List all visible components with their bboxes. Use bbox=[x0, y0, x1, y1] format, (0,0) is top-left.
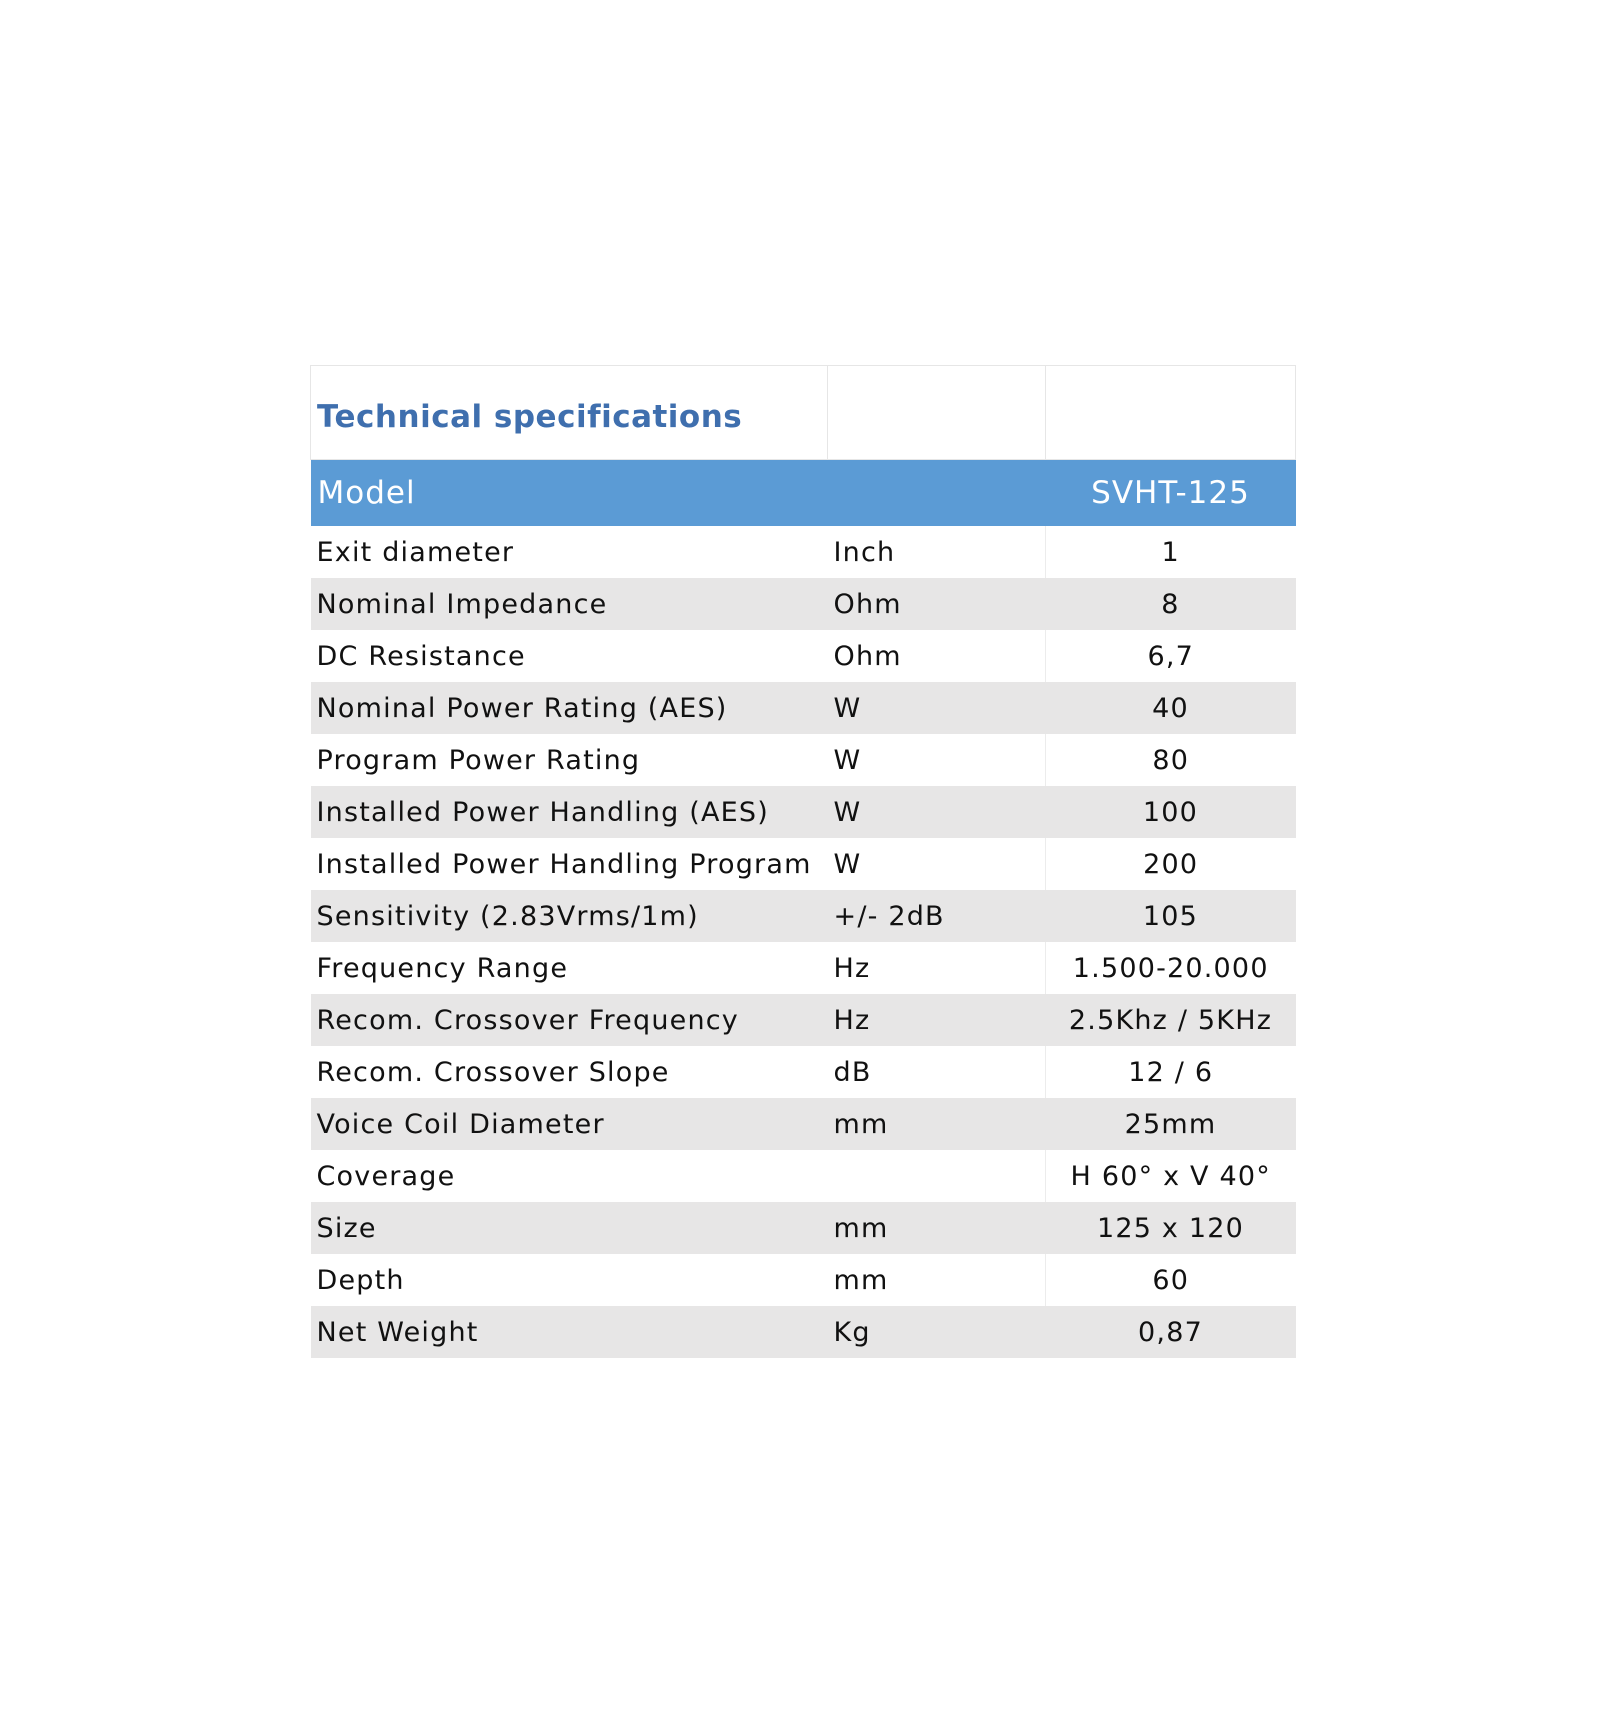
spec-unit bbox=[828, 1150, 1046, 1202]
table-row bbox=[311, 994, 1296, 1046]
spec-value: 100 bbox=[1046, 786, 1296, 838]
model-value: SVHT-125 bbox=[1046, 460, 1296, 527]
spec-parameter: Nominal Impedance bbox=[311, 578, 828, 630]
spec-parameter: Net Weight bbox=[311, 1306, 828, 1358]
table-row bbox=[311, 942, 1296, 994]
spec-table-body bbox=[311, 366, 1296, 1359]
model-header-row bbox=[311, 460, 1296, 527]
title-empty-cell bbox=[828, 366, 1046, 460]
spec-value: 8 bbox=[1046, 578, 1296, 630]
spec-value: 25mm bbox=[1046, 1098, 1296, 1150]
table-row bbox=[311, 1046, 1296, 1098]
spec-value: 12 / 6 bbox=[1046, 1046, 1296, 1098]
spec-unit: Inch bbox=[828, 526, 1046, 578]
spec-unit: W bbox=[828, 734, 1046, 786]
spec-parameter: Coverage bbox=[311, 1150, 828, 1202]
spec-parameter: Voice Coil Diameter bbox=[311, 1098, 828, 1150]
spec-parameter: Size bbox=[311, 1202, 828, 1254]
spec-unit: Hz bbox=[828, 942, 1046, 994]
table-row bbox=[311, 1202, 1296, 1254]
spec-parameter: Program Power Rating bbox=[311, 734, 828, 786]
spec-parameter: Recom. Crossover Slope bbox=[311, 1046, 828, 1098]
table-row bbox=[311, 786, 1296, 838]
spec-value: 1 bbox=[1046, 526, 1296, 578]
table-row bbox=[311, 734, 1296, 786]
model-unit bbox=[828, 460, 1046, 527]
spec-value: 6,7 bbox=[1046, 630, 1296, 682]
model-label: Model bbox=[311, 460, 828, 527]
spec-parameter: DC Resistance bbox=[311, 630, 828, 682]
title-empty-cell bbox=[1046, 366, 1296, 460]
spec-unit: Ohm bbox=[828, 630, 1046, 682]
spec-table bbox=[310, 365, 1296, 1358]
spec-parameter: Exit diameter bbox=[311, 526, 828, 578]
spec-value: 200 bbox=[1046, 838, 1296, 890]
table-row bbox=[311, 1306, 1296, 1358]
spec-parameter: Recom. Crossover Frequency bbox=[311, 994, 828, 1046]
title-row bbox=[311, 366, 1296, 460]
spec-parameter: Installed Power Handling (AES) bbox=[311, 786, 828, 838]
spec-unit: mm bbox=[828, 1254, 1046, 1306]
table-row bbox=[311, 578, 1296, 630]
spec-unit: Hz bbox=[828, 994, 1046, 1046]
table-row bbox=[311, 630, 1296, 682]
spec-parameter: Sensitivity (2.83Vrms/1m) bbox=[311, 890, 828, 942]
spec-value: 105 bbox=[1046, 890, 1296, 942]
spec-unit: W bbox=[828, 682, 1046, 734]
spec-value: 40 bbox=[1046, 682, 1296, 734]
spec-value: 60 bbox=[1046, 1254, 1296, 1306]
table-row bbox=[311, 1098, 1296, 1150]
spec-unit: dB bbox=[828, 1046, 1046, 1098]
spec-unit: Kg bbox=[828, 1306, 1046, 1358]
spec-value: H 60° x V 40° bbox=[1046, 1150, 1296, 1202]
table-row bbox=[311, 682, 1296, 734]
table-title: Technical specifications bbox=[311, 366, 828, 460]
spec-unit: +/- 2dB bbox=[828, 890, 1046, 942]
spec-parameter: Installed Power Handling Program bbox=[311, 838, 828, 890]
table-row bbox=[311, 1150, 1296, 1202]
table-row bbox=[311, 1254, 1296, 1306]
table-row bbox=[311, 890, 1296, 942]
spec-value: 2.5Khz / 5KHz bbox=[1046, 994, 1296, 1046]
spec-value: 80 bbox=[1046, 734, 1296, 786]
spec-unit: mm bbox=[828, 1098, 1046, 1150]
table-row bbox=[311, 838, 1296, 890]
spec-parameter: Depth bbox=[311, 1254, 828, 1306]
spec-unit: W bbox=[828, 786, 1046, 838]
spec-value: 0,87 bbox=[1046, 1306, 1296, 1358]
spec-value: 1.500-20.000 bbox=[1046, 942, 1296, 994]
spec-parameter: Nominal Power Rating (AES) bbox=[311, 682, 828, 734]
spec-unit: mm bbox=[828, 1202, 1046, 1254]
spec-value: 125 x 120 bbox=[1046, 1202, 1296, 1254]
table-row bbox=[311, 526, 1296, 578]
spec-parameter: Frequency Range bbox=[311, 942, 828, 994]
spec-unit: Ohm bbox=[828, 578, 1046, 630]
spec-unit: W bbox=[828, 838, 1046, 890]
